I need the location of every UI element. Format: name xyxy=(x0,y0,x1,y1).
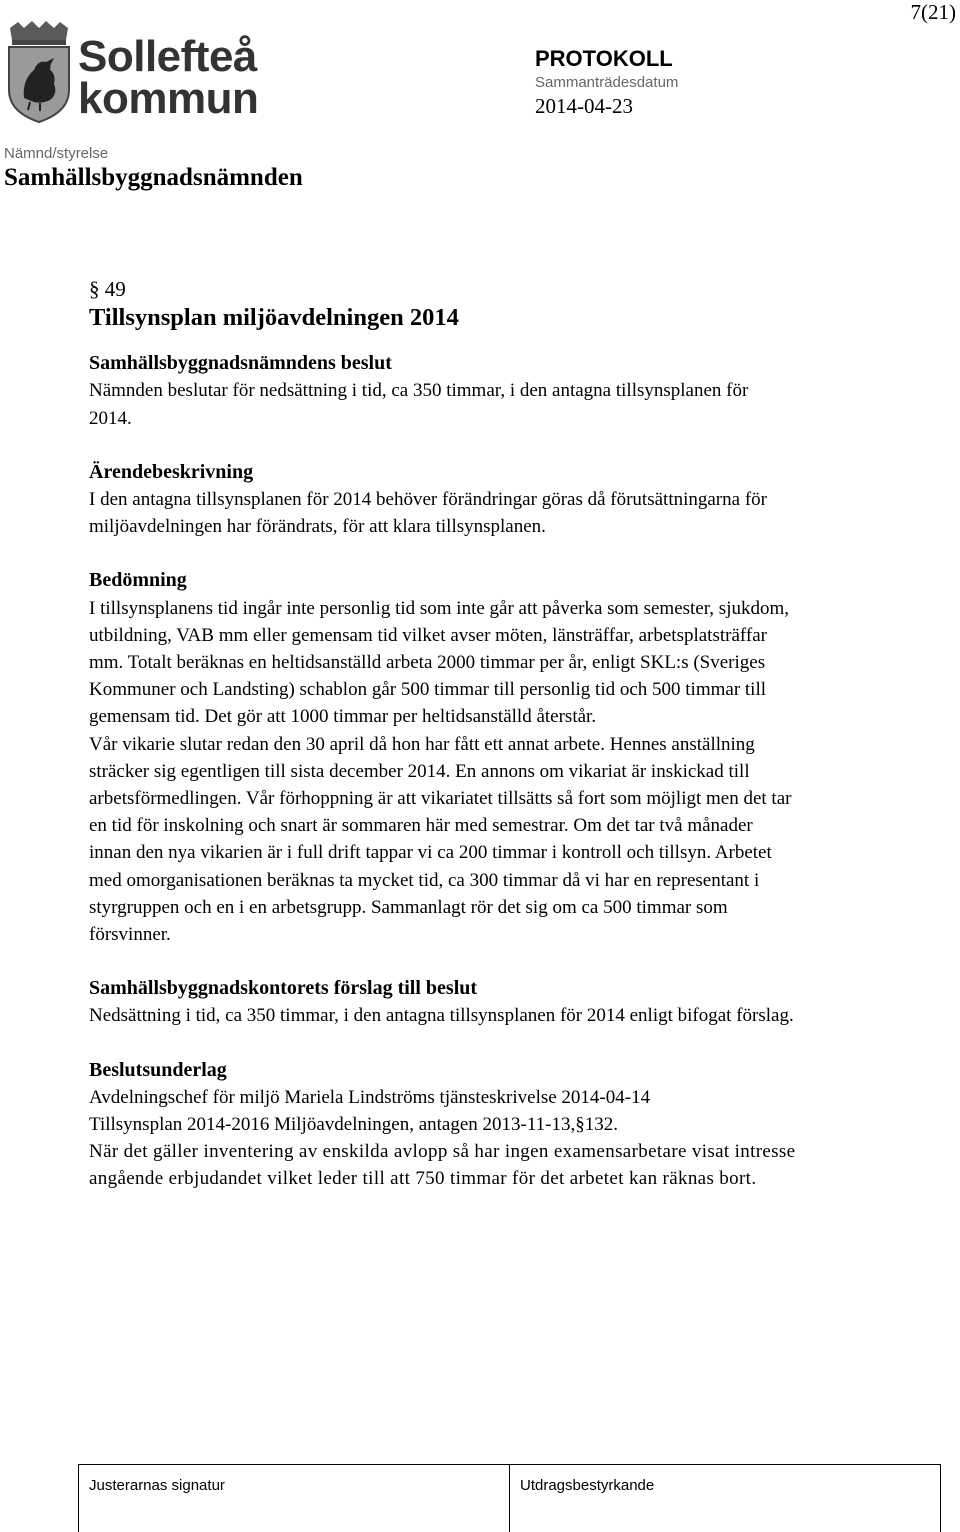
meeting-date: 2014-04-23 xyxy=(535,94,633,118)
section-text-description: I den antagna tillsynsplanen för 2014 behöver förändringar göras då förutsättningarna för miljöavdelningen har förändrats, för att klara tillsynsplanen. xyxy=(89,489,767,538)
closing-note: När det gäller inventering av enskilda avlopp så har ingen examensarbetare visat intresse angående erbjudandet vilket leder till att 750 timmar för det arbetet kan räknas bort. xyxy=(89,1141,796,1190)
logo-wordmark xyxy=(78,32,259,123)
section-heading-decision: Samhällsbyggnadsnämndens beslut xyxy=(89,352,392,375)
logo-line-2: kommun xyxy=(78,74,259,123)
section-heading-basis: Beslutsunderlag xyxy=(89,1058,227,1081)
meeting-date-label: Sammanträdesdatum xyxy=(535,74,679,91)
certification-label: Utdragsbestyrkande xyxy=(520,1477,655,1494)
signature-box xyxy=(78,1464,510,1532)
section-text-decision: Nämnden beslutar för nedsättning i tid, ca 350 timmar, i den antagna tillsynsplanen för 2014. xyxy=(89,380,749,429)
signature-label: Justerarnas signatur xyxy=(89,1477,225,1494)
section-text-basis: Avdelningschef för miljö Mariela Lindströms tjänsteskrivelse 2014-04-14 Tillsynsplan 2014-2016 Miljöavdelningen, antagen 2013-11-13,§132. xyxy=(89,1086,651,1136)
protocol-body xyxy=(89,276,960,1193)
paragraph-number: § 49 xyxy=(89,277,126,301)
board-label: Nämnd/styrelse xyxy=(4,145,109,162)
section-heading-proposal: Samhällsbyggnadskontorets förslag till beslut xyxy=(89,977,478,1000)
logo-line-1: Sollefteå xyxy=(78,32,257,81)
document-type: PROTOKOLL xyxy=(535,46,673,71)
section-heading-description: Ärendebeskrivning xyxy=(89,460,254,483)
certification-box xyxy=(509,1464,941,1532)
section-text-proposal: Nedsättning i tid, ca 350 timmar, i den antagna tillsynsplanen för 2014 enligt bifogat förslag. xyxy=(89,1005,794,1027)
board-name: Samhällsbyggnadsnämnden xyxy=(4,164,303,191)
section-heading-assessment: Bedömning xyxy=(89,569,187,592)
section-text-assessment: I tillsynsplanens tid ingår inte personlig tid som inte går att påverka som semester, sjukdom, utbildning, VAB mm eller gemensam tid vilket avser möten, länsträffar, arbetsplatsträffar mm. Totalt beräknas en heltidsanställd arbeta 2000 timmar per år, enligt SKL:s (Sveriges Kommuner och Landsting) schablon går 500 timmar till personlig tid och 500 timmar till gemensam tid. Det gör att 1000 timmar per heltidsanställd återstår. Vår vikarie slutar redan den 30 april då hon har fått ett annat arbete. Hennes anställning sträcker sig egentligen till sista december 2014. En annons om vikariat är inskickad till arbetsförmedlingen. Vår förhoppning är att vikariatet tillsätts så fort som möjligt men det tar en tid för inskolning och snart är sommaren här med semestrar. Om det tar två månader innan den nya vikarien är i full drift tappar vi ca 200 timmar i kontroll och tillsyn. Arbetet med omorganisationen beräknas ta mycket tid, ca 300 timmar då vi har en representant i styrgruppen och en i en arbetsgrupp. Sammanlagt rör det sig om ca 500 timmar som försvinner. xyxy=(89,597,792,946)
page-number: 7(21) xyxy=(910,0,956,24)
coat-of-arms-icon xyxy=(4,20,74,124)
page-title: Tillsynsplan miljöavdelningen 2014 xyxy=(89,304,459,332)
